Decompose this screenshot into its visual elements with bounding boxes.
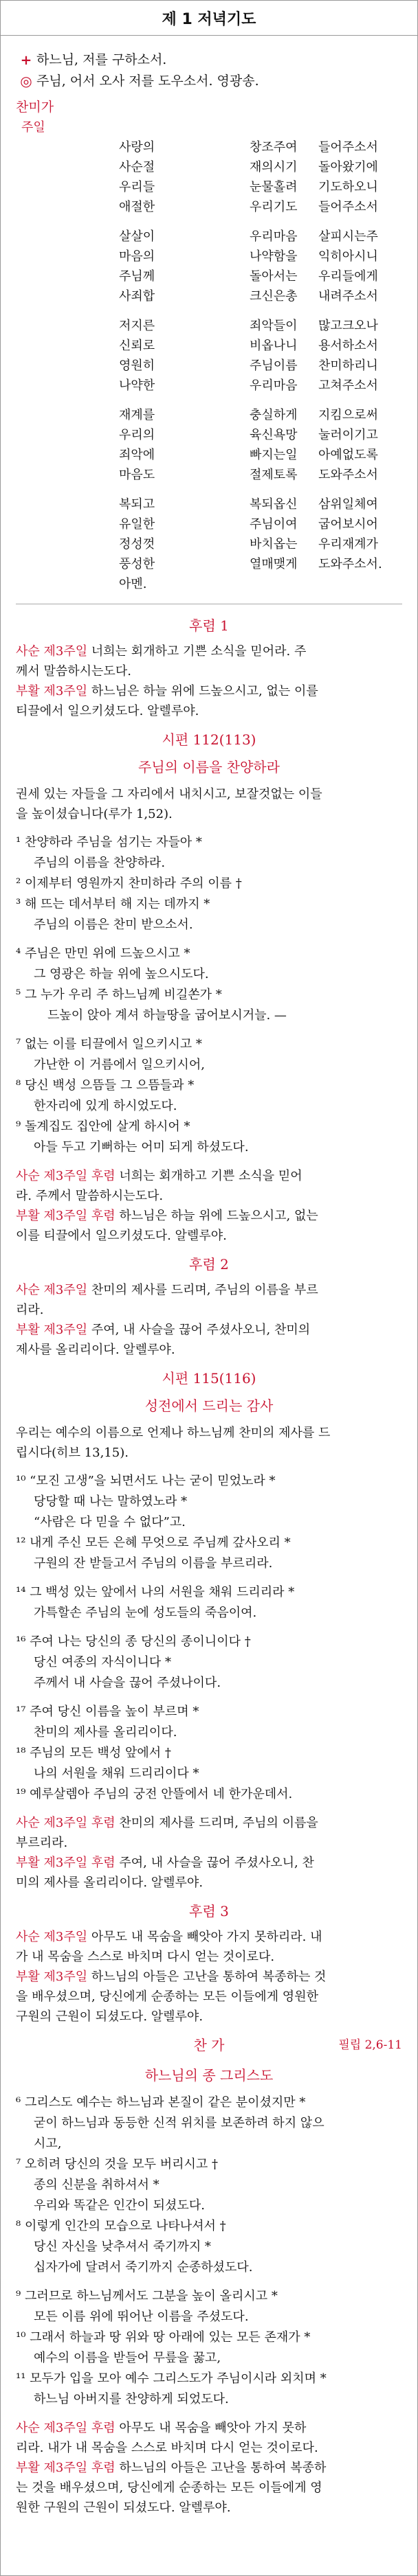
- hymn-word: 고쳐주소서: [318, 378, 378, 393]
- hymn-stanza: [119, 405, 402, 485]
- antiphon-1-heading: 후렴 1: [189, 617, 229, 634]
- verse-line: 굳이 하느님과 동등한 신적 위치를 보존하려 하지 않으: [34, 2116, 324, 2130]
- antiphon-text: 제사를 올리리이다. 알렐루야.: [16, 1343, 175, 1357]
- verse-line: 주님의 이름은 찬미 받으소서.: [34, 917, 193, 932]
- antiphon-text: 하느님은 하늘 위에 드높으시고, 없는 이를: [87, 684, 318, 698]
- hymn-stanza: [119, 316, 402, 396]
- hymn-word: 주님께: [119, 269, 155, 284]
- verse-line: ¹² 내게 주신 모든 은혜 무엇으로 주님께 갚사오리 *: [16, 1536, 291, 1550]
- hymn-word: 복되고: [119, 497, 155, 512]
- hymn-word: 주님이여: [250, 517, 298, 532]
- verse-line: 시고,: [34, 2136, 62, 2151]
- antiphon-text: 구원의 근원이 되셨도다. 알렐루야.: [16, 2009, 204, 2024]
- hymn-word: 들어주소서: [318, 200, 378, 214]
- verse-line: ¹⁰ 그래서 하늘과 땅 위와 땅 아래에 있는 모든 존재가 *: [16, 2330, 311, 2345]
- antiphon-text: 찬미의 제사를 드리며, 주님의 이름을: [115, 1816, 318, 1830]
- verse-line: ³ 해 뜨는 데서부터 해 지는 데까지 *: [16, 897, 210, 911]
- hymn-line: [119, 376, 402, 396]
- antiphon-text: 하느님은 하늘 위에 드높으시고, 없는: [115, 1209, 318, 1223]
- opening-line: [16, 49, 402, 71]
- antiphon-line: [16, 641, 402, 661]
- hymn-word: 바치옵는: [250, 537, 298, 551]
- hymn-word: 아멘.: [119, 577, 147, 591]
- hymn-line: [119, 137, 402, 157]
- antiphon-line: [16, 2478, 402, 2498]
- antiphon-line: [16, 1166, 402, 1186]
- stanza-gap: [16, 1574, 402, 1582]
- hymn-line: [119, 465, 402, 485]
- antiphon-line: [16, 1987, 402, 2007]
- verse-line: ⁹ 돌계집도 집안에 살게 하시어 *: [16, 1119, 190, 1134]
- hymn-word: 절제토록: [250, 468, 298, 482]
- hymn-word: 풍성한: [119, 557, 155, 571]
- antiphon-2: [16, 1280, 402, 1360]
- hymn-word: 들어주소서: [318, 140, 378, 155]
- hymn-word: 애절한: [119, 200, 155, 214]
- hymn-word: 죄악들이: [250, 319, 298, 333]
- antiphon-label: 사순 제3주일 후렴: [16, 1169, 116, 1183]
- psalm-115-subheading: 성전에서 드리는 감사: [144, 1398, 274, 1414]
- content-area: [1, 36, 417, 2518]
- verse-line: 나의 서원을 채워 드리리이다 *: [34, 1766, 199, 1781]
- antiphon-line: [16, 1873, 402, 1893]
- stanza-gap: [16, 935, 402, 944]
- antiphon-label: 부활 제3주일 후렴: [16, 1856, 116, 1870]
- hymn-word: 사순절: [119, 160, 155, 174]
- antiphon-text: 너희는 회개하고 기쁜 소식을 믿어: [115, 1169, 302, 1183]
- antiphon-text: 을 배우셨으며, 당신에게 순종하는 모든 이들에게 영원한: [16, 1990, 318, 2004]
- hymn-label: 주일: [21, 120, 45, 135]
- hymn-word: 살살이: [119, 229, 155, 244]
- hymn-word: 나약함을: [250, 249, 298, 264]
- antiphon-label: 부활 제3주일 후렴: [16, 2461, 116, 2475]
- hymn-body: [119, 137, 402, 594]
- verse-line: 그 영광은 하늘 위에 높으시도다.: [34, 967, 209, 981]
- verse-line: ⁹ 그러므로 하느님께서도 그분을 높이 올리시고 *: [16, 2289, 278, 2303]
- hymn-word: 굽어보시어: [318, 517, 378, 532]
- antiphon-text: 하느님의 아들은 고난을 통하여 복종하: [115, 2461, 327, 2475]
- verse-line: 가특할손 주님의 눈에 성도들의 죽음이여.: [34, 1606, 257, 1620]
- antiphon-text: 리라. 내가 내 목숨을 스스로 바치며 다시 얻는 것이로다.: [16, 2441, 318, 2455]
- verse-line: 모든 이름 위에 뛰어난 이름을 주셨도다.: [34, 2310, 249, 2324]
- hymn-line: [119, 266, 402, 286]
- verse-line: 가난한 이 거름에서 일으키시어,: [34, 1058, 205, 1072]
- verse-line: 주님의 이름을 찬양하라.: [34, 856, 166, 870]
- antiphon-text: 주여, 내 사슬을 끊어 주셨사오니, 찬미의: [87, 1323, 311, 1337]
- antiphon-line: [16, 1300, 402, 1320]
- opening-line: [16, 71, 402, 92]
- intro-line: 을 높이셨습니다(루가 1,52).: [16, 807, 173, 821]
- hymn-word: 주님이름: [250, 358, 298, 373]
- hymn-line: [119, 247, 402, 266]
- antiphon-label: 부활 제3주일 후렴: [16, 1209, 116, 1223]
- antiphon-line: [16, 1320, 402, 1340]
- hymn-word: 우리마음: [250, 378, 298, 393]
- antiphon-text: 주여, 내 사슬을 끊어 주셨사오니, 찬: [115, 1856, 314, 1870]
- hymn-word: 우리의: [119, 428, 155, 442]
- opening-text: 하느님, 저를 구하소서.: [36, 52, 167, 67]
- verse-line: ¹⁹ 예루살렘아 주님의 궁전 안뜰에서 네 한가운데서.: [16, 1787, 293, 1801]
- canticle-reference: 필립 2,6-11: [338, 2038, 402, 2052]
- hymn-word: 우리들: [119, 180, 155, 194]
- antiphon-line: [16, 1280, 402, 1300]
- hymn-word: 용서하소서: [318, 339, 378, 353]
- hymn-word: 우리마음: [250, 229, 298, 244]
- antiphon-line: [16, 701, 402, 721]
- verse-line: 십자가에 달려서 죽기까지 순종하셨도다.: [34, 2260, 253, 2275]
- verse-line: 당당할 때 나는 말하였노라 *: [34, 1494, 188, 1509]
- antiphon-text: 아무도 내 목숨을 빼앗아 가지 못하: [115, 2421, 307, 2435]
- verse-line: ¹ 찬양하라 주님을 섬기는 자들아 *: [16, 835, 202, 850]
- hymn-word: 돌아왔기에: [318, 160, 378, 174]
- antiphon-2-repeat: [16, 1813, 402, 1893]
- antiphon-line: [16, 1813, 402, 1833]
- hymn-word: 재계를: [119, 408, 155, 422]
- hymn-word: 익히아시니: [318, 249, 378, 264]
- hymn-line: [119, 286, 402, 306]
- hymn-word: 열매맺게: [250, 557, 298, 571]
- antiphon-3: [16, 1927, 402, 2027]
- antiphon-line: [16, 2498, 402, 2518]
- verse-line: 당신 여종의 자식이니다 *: [34, 1655, 172, 1669]
- antiphon-text: 너희는 회개하고 기쁜 소식을 믿어라. 주: [87, 644, 307, 659]
- verse-line: ⁷ 오히려 당신의 것을 모두 버리시고 †: [16, 2157, 218, 2172]
- hymn-word: 지킴으로써: [318, 408, 378, 422]
- hymn-word: 삼위일체여: [318, 497, 378, 512]
- antiphon-label: 사순 제3주일 후렴: [16, 1816, 116, 1830]
- antiphon-label: 사순 제3주일: [16, 644, 88, 659]
- hymn-stanza: [119, 494, 402, 594]
- hymn-word: 빠지는일: [250, 448, 298, 462]
- antiphon-label: 부활 제3주일: [16, 1970, 88, 1984]
- hymn-line: [119, 405, 402, 425]
- antiphon-label: 사순 제3주일: [16, 1283, 88, 1297]
- stanza-gap: [16, 1694, 402, 1702]
- antiphon-1: [16, 641, 402, 721]
- antiphon-line: [16, 1853, 402, 1873]
- verse-line: 아들 두고 기뻐하는 어미 되게 하셨도다.: [34, 1140, 249, 1154]
- hymn-word: 죄악에: [119, 448, 155, 462]
- hymn-word: 신뢰로: [119, 339, 155, 353]
- hymn-line: [119, 554, 402, 594]
- psalm-112-heading: 시편 112(113): [162, 731, 256, 748]
- hymn-word: 내려주소서: [318, 289, 378, 304]
- antiphon-text: 미의 제사를 올리리이다. 알렐루야.: [16, 1876, 204, 1890]
- hymn-heading: 찬미가: [16, 100, 54, 115]
- antiphon-line: [16, 1226, 402, 1246]
- antiphon-text: 가 내 목숨을 스스로 바치며 다시 얻는 것이로다.: [16, 1950, 275, 1964]
- verse-line: ⁸ 당신 백성 으뜸들 그 으뜸들과 *: [16, 1078, 195, 1093]
- verse-line: ⁸ 이렇게 인간의 모습으로 나타나셔서 †: [16, 2219, 226, 2233]
- antiphon-text: 께서 말씀하시는도다.: [16, 664, 131, 679]
- antiphon-text: 원한 구원의 근원이 되셨도다. 알렐루야.: [16, 2500, 231, 2515]
- antiphon-label: 사순 제3주일: [16, 1930, 88, 1944]
- stanza-gap: [16, 1623, 402, 1632]
- psalm-112-verses: [16, 832, 402, 1158]
- verse-line: “사람은 다 믿을 수 없다”고.: [34, 1515, 186, 1529]
- hymn-line: [119, 425, 402, 445]
- hymn-word: 창조주여: [250, 140, 298, 155]
- verse-line: 종의 신분을 취하셔서 *: [34, 2178, 160, 2192]
- antiphon-line: [16, 661, 402, 681]
- antiphon-line: [16, 2418, 402, 2438]
- stanza-gap: [16, 1026, 402, 1034]
- antiphon-line: [16, 1206, 402, 1226]
- antiphon-2-heading: 후렴 2: [189, 1256, 229, 1273]
- verse-line: ¹⁶ 주여 나는 당신의 종 당신의 종이니이다 †: [16, 1634, 251, 1649]
- hymn-word: 영원히: [119, 358, 155, 373]
- hymn-word: 우리들에게: [318, 269, 378, 284]
- antiphon-text: 찬미의 제사를 드리며, 주님의 이름을 부르: [87, 1283, 318, 1297]
- verse-line: ¹⁴ 그 백성 있는 앞에서 나의 서원을 채워 드리리라 *: [16, 1585, 295, 1599]
- hymn-word: 눈물홀려: [250, 180, 298, 194]
- verse-line: 당신 자신을 낮추셔서 죽기까지 *: [34, 2239, 211, 2254]
- hymn-word: 도와주소서: [318, 468, 378, 482]
- hymn-stanza: [119, 137, 402, 217]
- verse-line: 찬미의 제사를 올리리이다.: [34, 1725, 177, 1740]
- verse-line: 드높이 앉아 계셔 하늘땅을 굽어보시거늘. —: [47, 1008, 287, 1023]
- hymn-word: 많고크오나: [318, 319, 378, 333]
- antiphon-text: 하느님의 아들은 고난을 통하여 복종하는 것: [87, 1970, 327, 1984]
- antiphon-label: 부활 제3주일: [16, 1323, 88, 1337]
- opening-text: 주님, 어서 오사 저를 도우소서. 영광송.: [36, 73, 259, 89]
- hymn-word: 도와주소서.: [318, 557, 382, 571]
- antiphon-text: 는 것을 배우셨으며, 당신에게 순종하는 모든 이들에게 영: [16, 2481, 322, 2495]
- verse-line: 예수의 이름을 받들어 무릎을 꿇고,: [34, 2351, 221, 2365]
- page-title: 제 1 저녁기도: [1, 1, 417, 36]
- hymn-word: 나약한: [119, 378, 155, 393]
- antiphon-line: [16, 1967, 402, 1987]
- hymn-word: 사랑의: [119, 140, 155, 155]
- antiphon-text: 부르리라.: [16, 1836, 68, 1850]
- intro-line: 립시다(히브 13,15).: [16, 1446, 129, 1460]
- psalm-115-intro: [16, 1423, 402, 1463]
- hymn-word: 우리재계가: [318, 537, 378, 551]
- hymn-line: [119, 177, 402, 197]
- antiphon-line: [16, 1833, 402, 1853]
- hymn-word: 정성껏: [119, 537, 155, 551]
- hymn-line: [119, 494, 402, 514]
- antiphon-3-repeat: [16, 2418, 402, 2518]
- antiphon-text: 티끌에서 일으키셨도다. 알렐루야.: [16, 704, 199, 718]
- hymn-line: [119, 534, 402, 554]
- opening-mark: ◎: [20, 73, 32, 89]
- opening-mark: +: [20, 52, 32, 68]
- verse-line: ¹⁰ “모진 고생”을 뇌면서도 나는 굳이 믿었노라 *: [16, 1474, 276, 1488]
- verse-line: 구원의 잔 받들고서 주님의 이름을 부르리라.: [34, 1556, 273, 1571]
- hymn-word: 살피시는주: [318, 229, 378, 244]
- antiphon-line: [16, 2438, 402, 2458]
- canticle-subheading: 하느님의 종 그리스도: [144, 2067, 274, 2084]
- antiphon-line: [16, 2458, 402, 2478]
- psalm-115-heading: 시편 115(116): [162, 1370, 256, 1387]
- antiphon-3-heading: 후렴 3: [189, 1903, 229, 1919]
- antiphon-text: 리라.: [16, 1303, 44, 1317]
- hymn-word: 마음의: [119, 249, 155, 264]
- canticle-heading: [16, 2033, 402, 2057]
- intro-line: 권세 있는 자들을 그 자리에서 내치시고, 보잘것없는 이들: [16, 787, 322, 801]
- verse-line: 하느님 아버지를 찬양하게 되었도다.: [34, 2392, 229, 2406]
- antiphon-text: 라. 주께서 말씀하시는도다.: [16, 1189, 164, 1203]
- hymn-word: 기도하오니: [318, 180, 378, 194]
- hymn-word: 충실하게: [250, 408, 298, 422]
- hymn-line: [119, 157, 402, 177]
- hymn-line: [119, 336, 402, 356]
- hymn-word: 찬미하리니: [318, 358, 378, 373]
- psalm-112-intro: [16, 784, 402, 824]
- hymn-word: 크신은총: [250, 289, 298, 304]
- hymn-word: 우리기도: [250, 200, 298, 214]
- hymn-word: 눌러이기고: [318, 428, 378, 442]
- antiphon-label: 부활 제3주일: [16, 684, 88, 698]
- hymn-line: [119, 316, 402, 336]
- stanza-gap: [16, 2278, 402, 2286]
- antiphon-1-repeat: [16, 1166, 402, 1246]
- antiphon-line: [16, 1340, 402, 1360]
- hymn-stanza: [119, 227, 402, 306]
- hymn-line: [119, 227, 402, 247]
- antiphon-text: 아무도 내 목숨을 빼앗아 가지 못하리라. 내: [87, 1930, 322, 1944]
- verse-line: 주께서 내 사슬을 끊어 주셨나이다.: [34, 1676, 221, 1690]
- verse-line: ⁶ 그리스도 예수는 하느님과 본질이 같은 분이셨지만 *: [16, 2095, 306, 2110]
- hymn-line: [119, 514, 402, 534]
- hymn-word: 저지른: [119, 319, 155, 333]
- canticle-title: 찬 가: [193, 2037, 225, 2053]
- verse-line: 우리와 똑같은 인간이 되셨도다.: [34, 2198, 205, 2213]
- intro-line: 우리는 예수의 이름으로 언제나 하느님께 찬미의 제사를 드: [16, 1426, 331, 1440]
- hymn-line: [119, 356, 402, 376]
- canticle-verses: [16, 2093, 402, 2410]
- hymn-word: 비옵나니: [250, 339, 298, 353]
- verse-line: ¹⁷ 주여 당신 이름을 높이 부르며 *: [16, 1705, 199, 1719]
- hymn-word: 재의시기: [250, 160, 298, 174]
- antiphon-line: [16, 1927, 402, 1947]
- antiphon-text: 이를 티끌에서 일으키셨도다. 알렐루야.: [16, 1229, 227, 1243]
- hymn-line: [119, 445, 402, 465]
- hymn-line: [119, 197, 402, 217]
- psalm-112-subheading: 주님의 이름을 찬양하라: [138, 759, 280, 775]
- verse-line: ⁴ 주님은 만민 위에 드높으시고 *: [16, 946, 190, 961]
- verse-line: 한자리에 있게 하시었도다.: [34, 1099, 177, 1113]
- opening-versicles: [16, 49, 402, 92]
- hymn-word: 유일한: [119, 517, 155, 532]
- antiphon-line: [16, 1186, 402, 1206]
- hymn-word: 돌아서는: [250, 269, 298, 284]
- hymn-word: 육신욕망: [250, 428, 298, 442]
- verse-line: ⁷ 없는 이를 티끌에서 일으키시고 *: [16, 1037, 202, 1051]
- hymn-word: 복되옵신: [250, 497, 298, 512]
- hymn-word: 마음도: [119, 468, 155, 482]
- antiphon-line: [16, 2007, 402, 2027]
- antiphon-line: [16, 1947, 402, 1967]
- verse-line: ² 이제부터 영원까지 찬미하라 주의 이름 †: [16, 876, 242, 891]
- verse-line: ⁵ 그 누가 우리 주 하느님께 비길쏜가 *: [16, 988, 222, 1002]
- verse-line: ¹⁸ 주님의 모든 백성 앞에서 †: [16, 1746, 171, 1760]
- antiphon-label: 사순 제3주일 후렴: [16, 2421, 116, 2435]
- verse-line: ¹¹ 모두가 입을 모아 예수 그리스도가 주님이시라 외치며 *: [16, 2371, 327, 2386]
- hymn-word: 아예없도록: [318, 448, 378, 462]
- psalm-115-verses: [16, 1471, 402, 1805]
- hymn-word: 사죄합: [119, 289, 155, 304]
- antiphon-line: [16, 681, 402, 701]
